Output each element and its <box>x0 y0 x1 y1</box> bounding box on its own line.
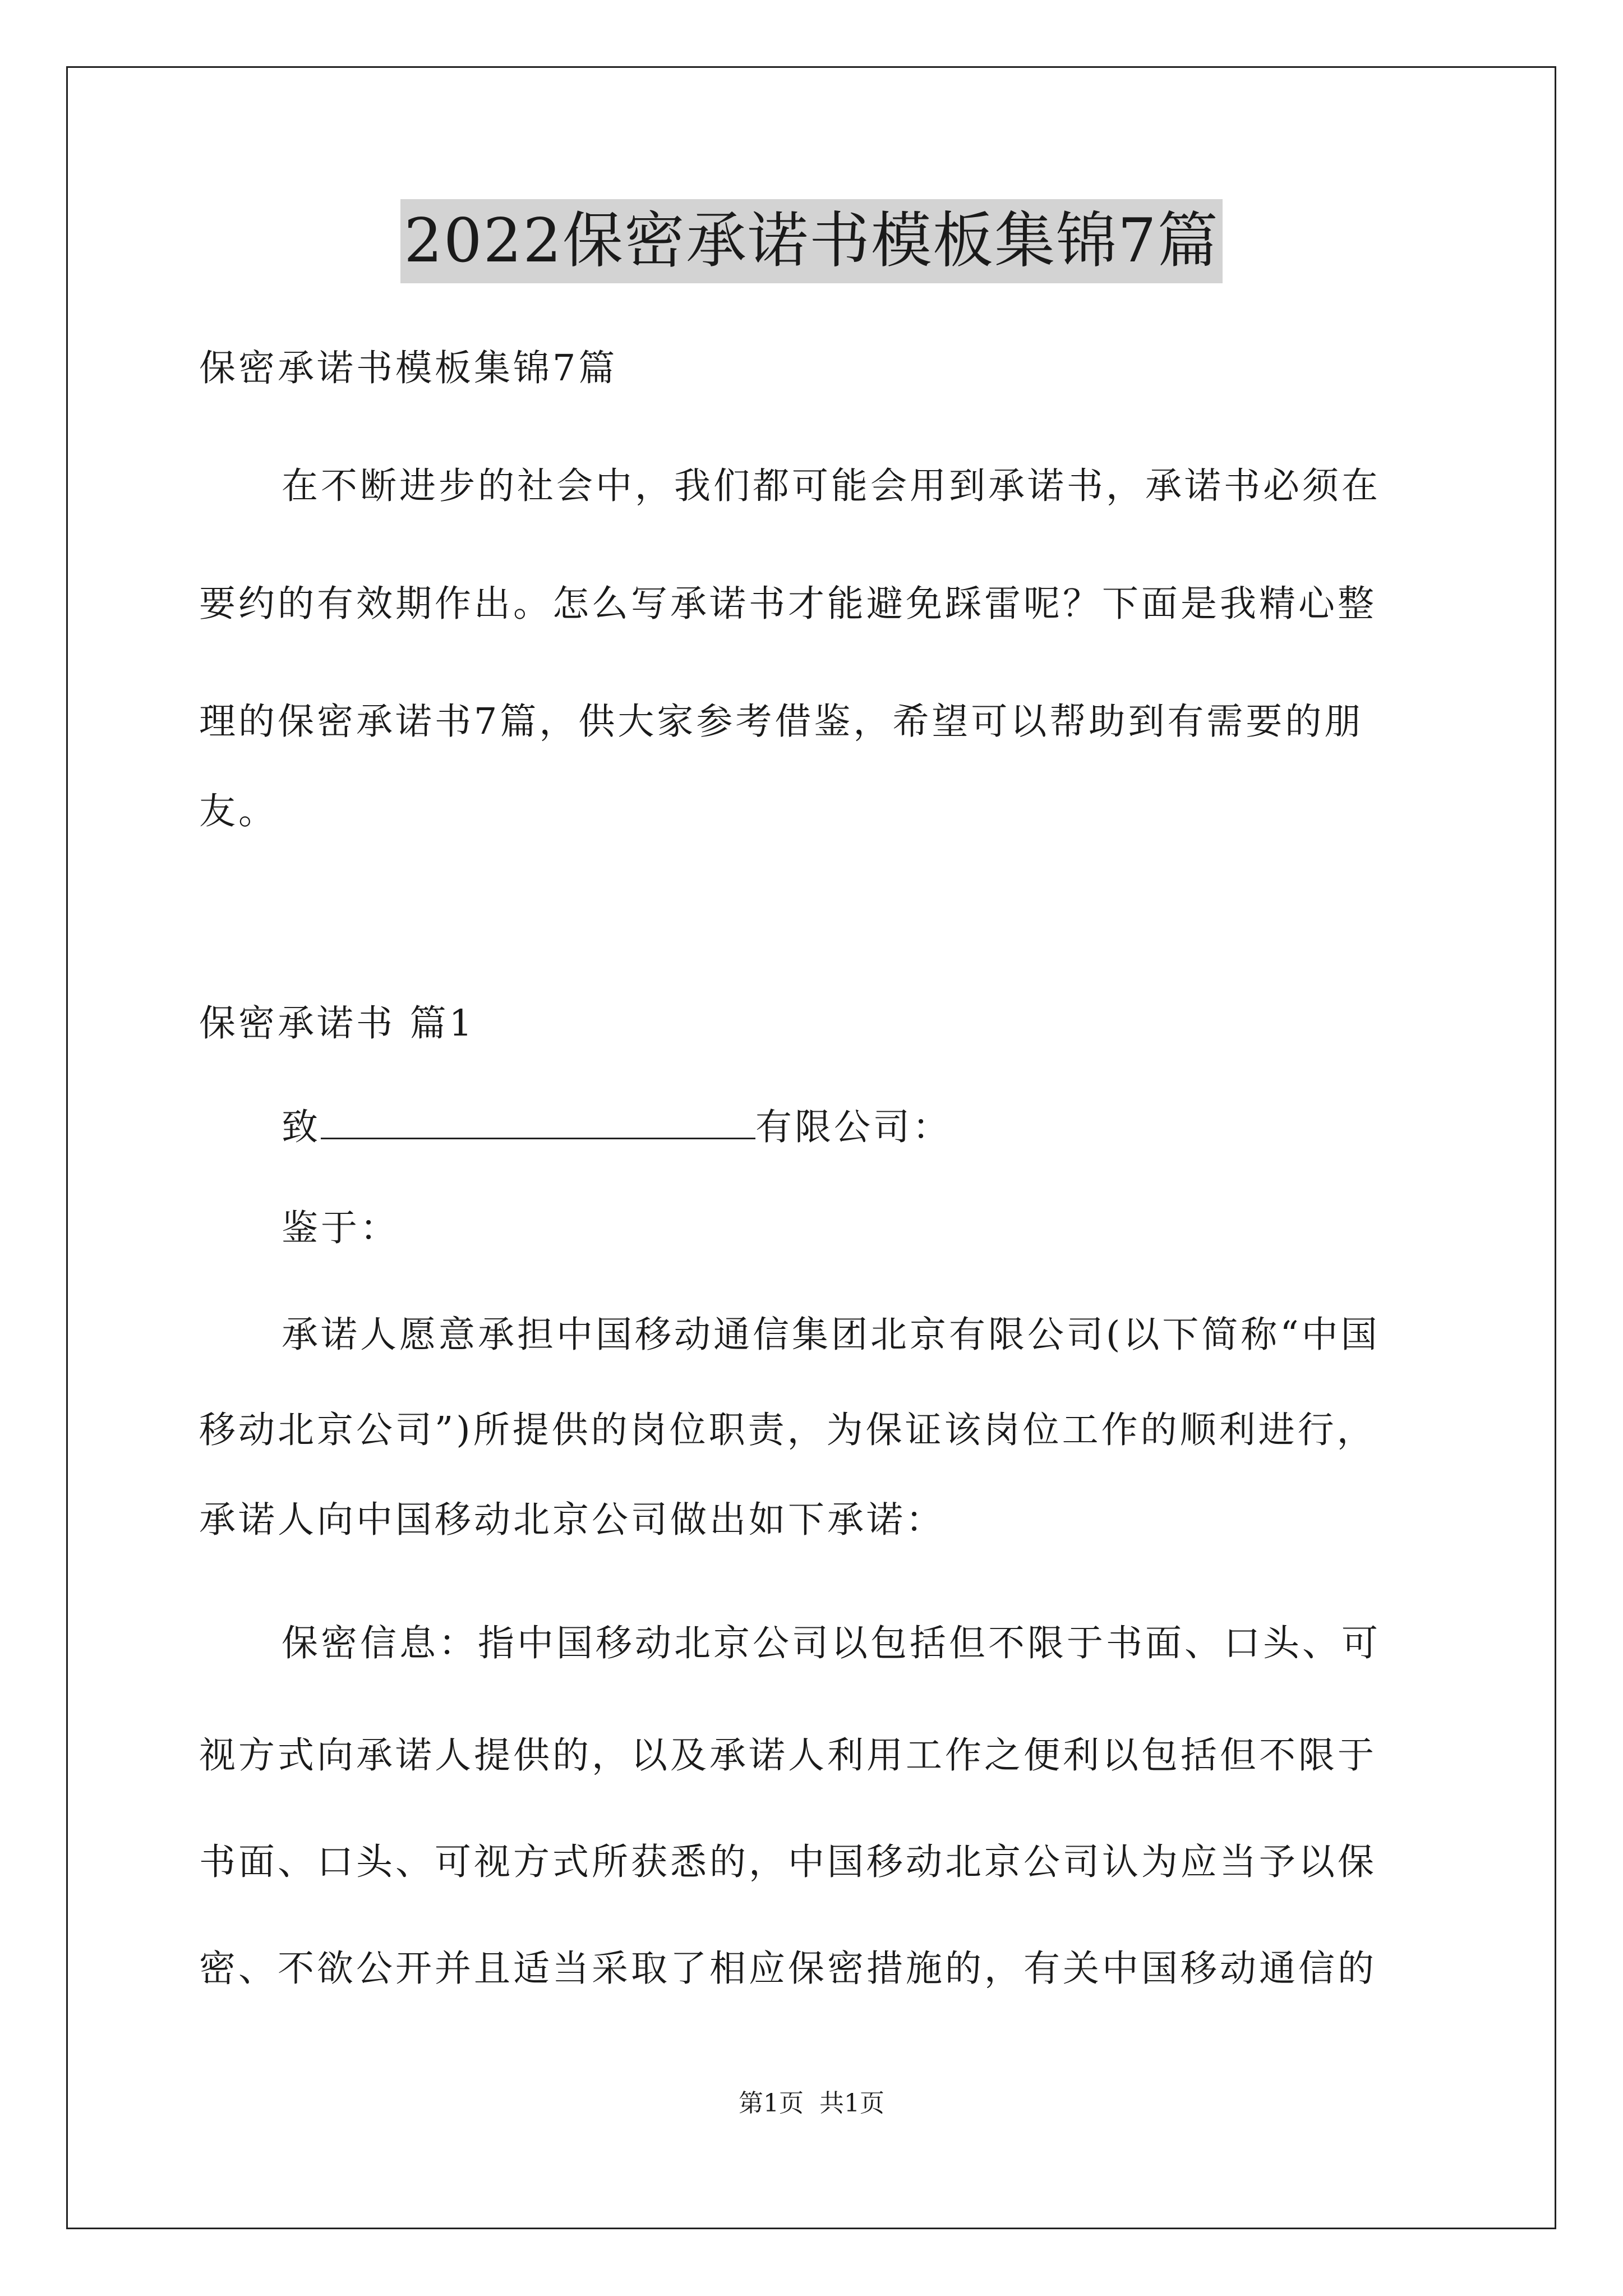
page-footer <box>0 2087 1623 2120</box>
subtitle: 保密承诺书模板集锦7篇 <box>199 347 618 389</box>
document-title: 2022保密承诺书模板集锦7篇 <box>400 199 1223 283</box>
intro-line-4: 友。 <box>199 790 278 832</box>
addressee-line <box>282 1102 952 1153</box>
intro-line-3: 理的保密承诺书7篇，供大家参考借鉴，希望可以帮助到有需要的朋 <box>199 701 1364 743</box>
addressee-suffix: 有限公司： <box>755 1106 952 1148</box>
page-total: 共1页 <box>819 2089 884 2118</box>
body-line-4: 保密信息：指中国移动北京公司以包括但不限于书面、口头、可 <box>282 1622 1381 1664</box>
body-line-1: 承诺人愿意承担中国移动通信集团北京有限公司(以下简称“中国 <box>282 1314 1380 1356</box>
intro-line-1: 在不断进步的社会中，我们都可能会用到承诺书，承诺书必须在 <box>282 465 1381 507</box>
addressee-prefix: 致 <box>282 1106 321 1148</box>
body-line-7: 密、不欲公开并且适当采取了相应保密措施的，有关中国移动通信的 <box>199 1948 1377 1990</box>
whereas-line: 鉴于： <box>282 1207 400 1249</box>
addressee-blank[interactable] <box>321 1103 755 1139</box>
body-line-2: 移动北京公司”)所提供的岗位职责，为保证该岗位工作的顺利进行， <box>199 1409 1376 1451</box>
title-wrap <box>0 199 1623 283</box>
body-line-6: 书面、口头、可视方式所获悉的，中国移动北京公司认为应当予以保 <box>199 1841 1377 1883</box>
body-line-5: 视方式向承诺人提供的，以及承诺人利用工作之便利以包括但不限于 <box>199 1734 1377 1777</box>
page-number: 第1页 <box>739 2089 804 2118</box>
intro-line-2: 要约的有效期作出。怎么写承诺书才能避免踩雷呢？下面是我精心整 <box>199 583 1377 625</box>
section-heading: 保密承诺书 篇1 <box>199 1002 476 1045</box>
body-line-3: 承诺人向中国移动北京公司做出如下承诺： <box>199 1499 946 1541</box>
